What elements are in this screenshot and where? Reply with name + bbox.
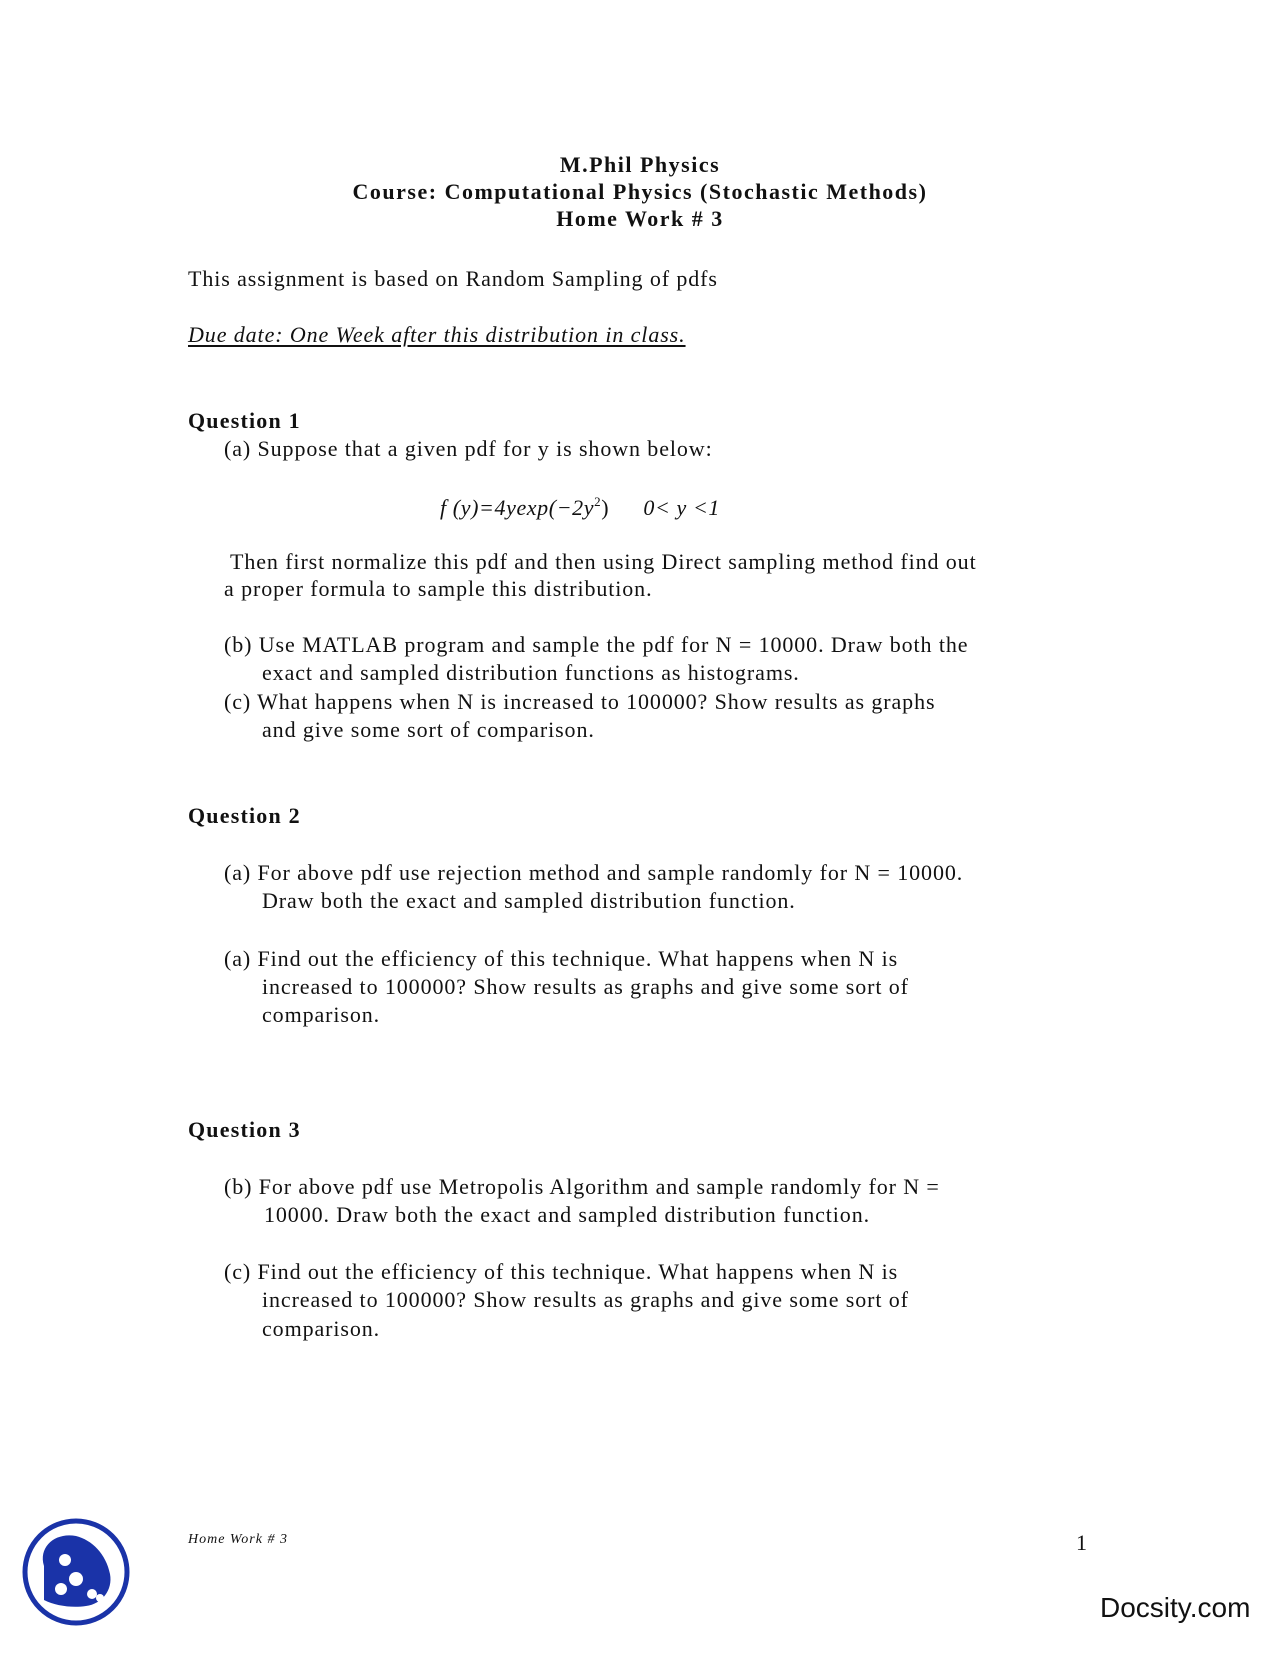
formula-exponent: 2 <box>594 494 602 509</box>
question-1-part-b-2: exact and sampled distribution functions as histograms. <box>262 660 800 685</box>
question-3-part-c-2: increased to 100000? Show results as graphs and give some sort of <box>262 1287 909 1312</box>
docsity-brand: Docsity.com <box>1100 1592 1251 1623</box>
question-1-part-b-1: (b) Use MATLAB program and sample the pdf for N = 10000. Draw both the <box>224 632 969 657</box>
due-date: Due date: One Week after this distribution in class. <box>188 322 686 347</box>
page-number: 1 <box>1076 1530 1087 1555</box>
question-3-part-b-1: (b) For above pdf use Metropolis Algorithm and sample randomly for N = <box>224 1174 940 1199</box>
question-1-heading: Question 1 <box>188 408 301 433</box>
question-1-a-text-2: a proper formula to sample this distribution. <box>224 576 653 601</box>
footer-homework-label: Home Work # 3 <box>188 1532 288 1547</box>
question-2-part-b-2: increased to 100000? Show results as graphs and give some sort of <box>262 974 909 999</box>
question-2-heading: Question 2 <box>188 803 301 828</box>
course-title: Course: Computational Physics (Stochastic Methods) <box>352 179 928 204</box>
question-1-a-text-1: Then first normalize this pdf and then using Direct sampling method find out <box>230 549 977 574</box>
homework-title: Home Work # 3 <box>556 206 724 231</box>
question-2-part-b-1: (a) Find out the efficiency of this technique. What happens when N is <box>224 946 899 971</box>
question-2-part-b-3: comparison. <box>262 1002 381 1027</box>
question-2-part-a-1: (a) For above pdf use rejection method and sample randomly for N = 10000. <box>224 860 964 885</box>
docsity-logo-icon <box>20 1516 132 1628</box>
question-2-part-a-2: Draw both the exact and sampled distribution function. <box>262 888 796 913</box>
formula-lhs: f (y)=4yexp(−2y <box>440 495 595 520</box>
question-1-part-c-1: (c) What happens when N is increased to 100000? Show results as graphs <box>224 689 936 714</box>
question-3-part-c-1: (c) Find out the efficiency of this technique. What happens when N is <box>224 1259 899 1284</box>
question-3-heading: Question 3 <box>188 1117 301 1142</box>
intro-text: This assignment is based on Random Sampling of pdfs <box>188 266 718 291</box>
question-1-part-c-2: and give some sort of comparison. <box>262 717 595 742</box>
program-title: M.Phil Physics <box>559 152 721 177</box>
formula-rhs: ) <box>601 495 610 520</box>
question-3-part-b-2: 10000. Draw both the exact and sampled distribution function. <box>264 1202 871 1227</box>
question-3-part-c-3: comparison. <box>262 1316 381 1341</box>
pdf-formula <box>440 494 720 521</box>
question-1-part-a: (a) Suppose that a given pdf for y is shown below: <box>224 436 713 461</box>
formula-range: 0< y <1 <box>643 495 721 520</box>
